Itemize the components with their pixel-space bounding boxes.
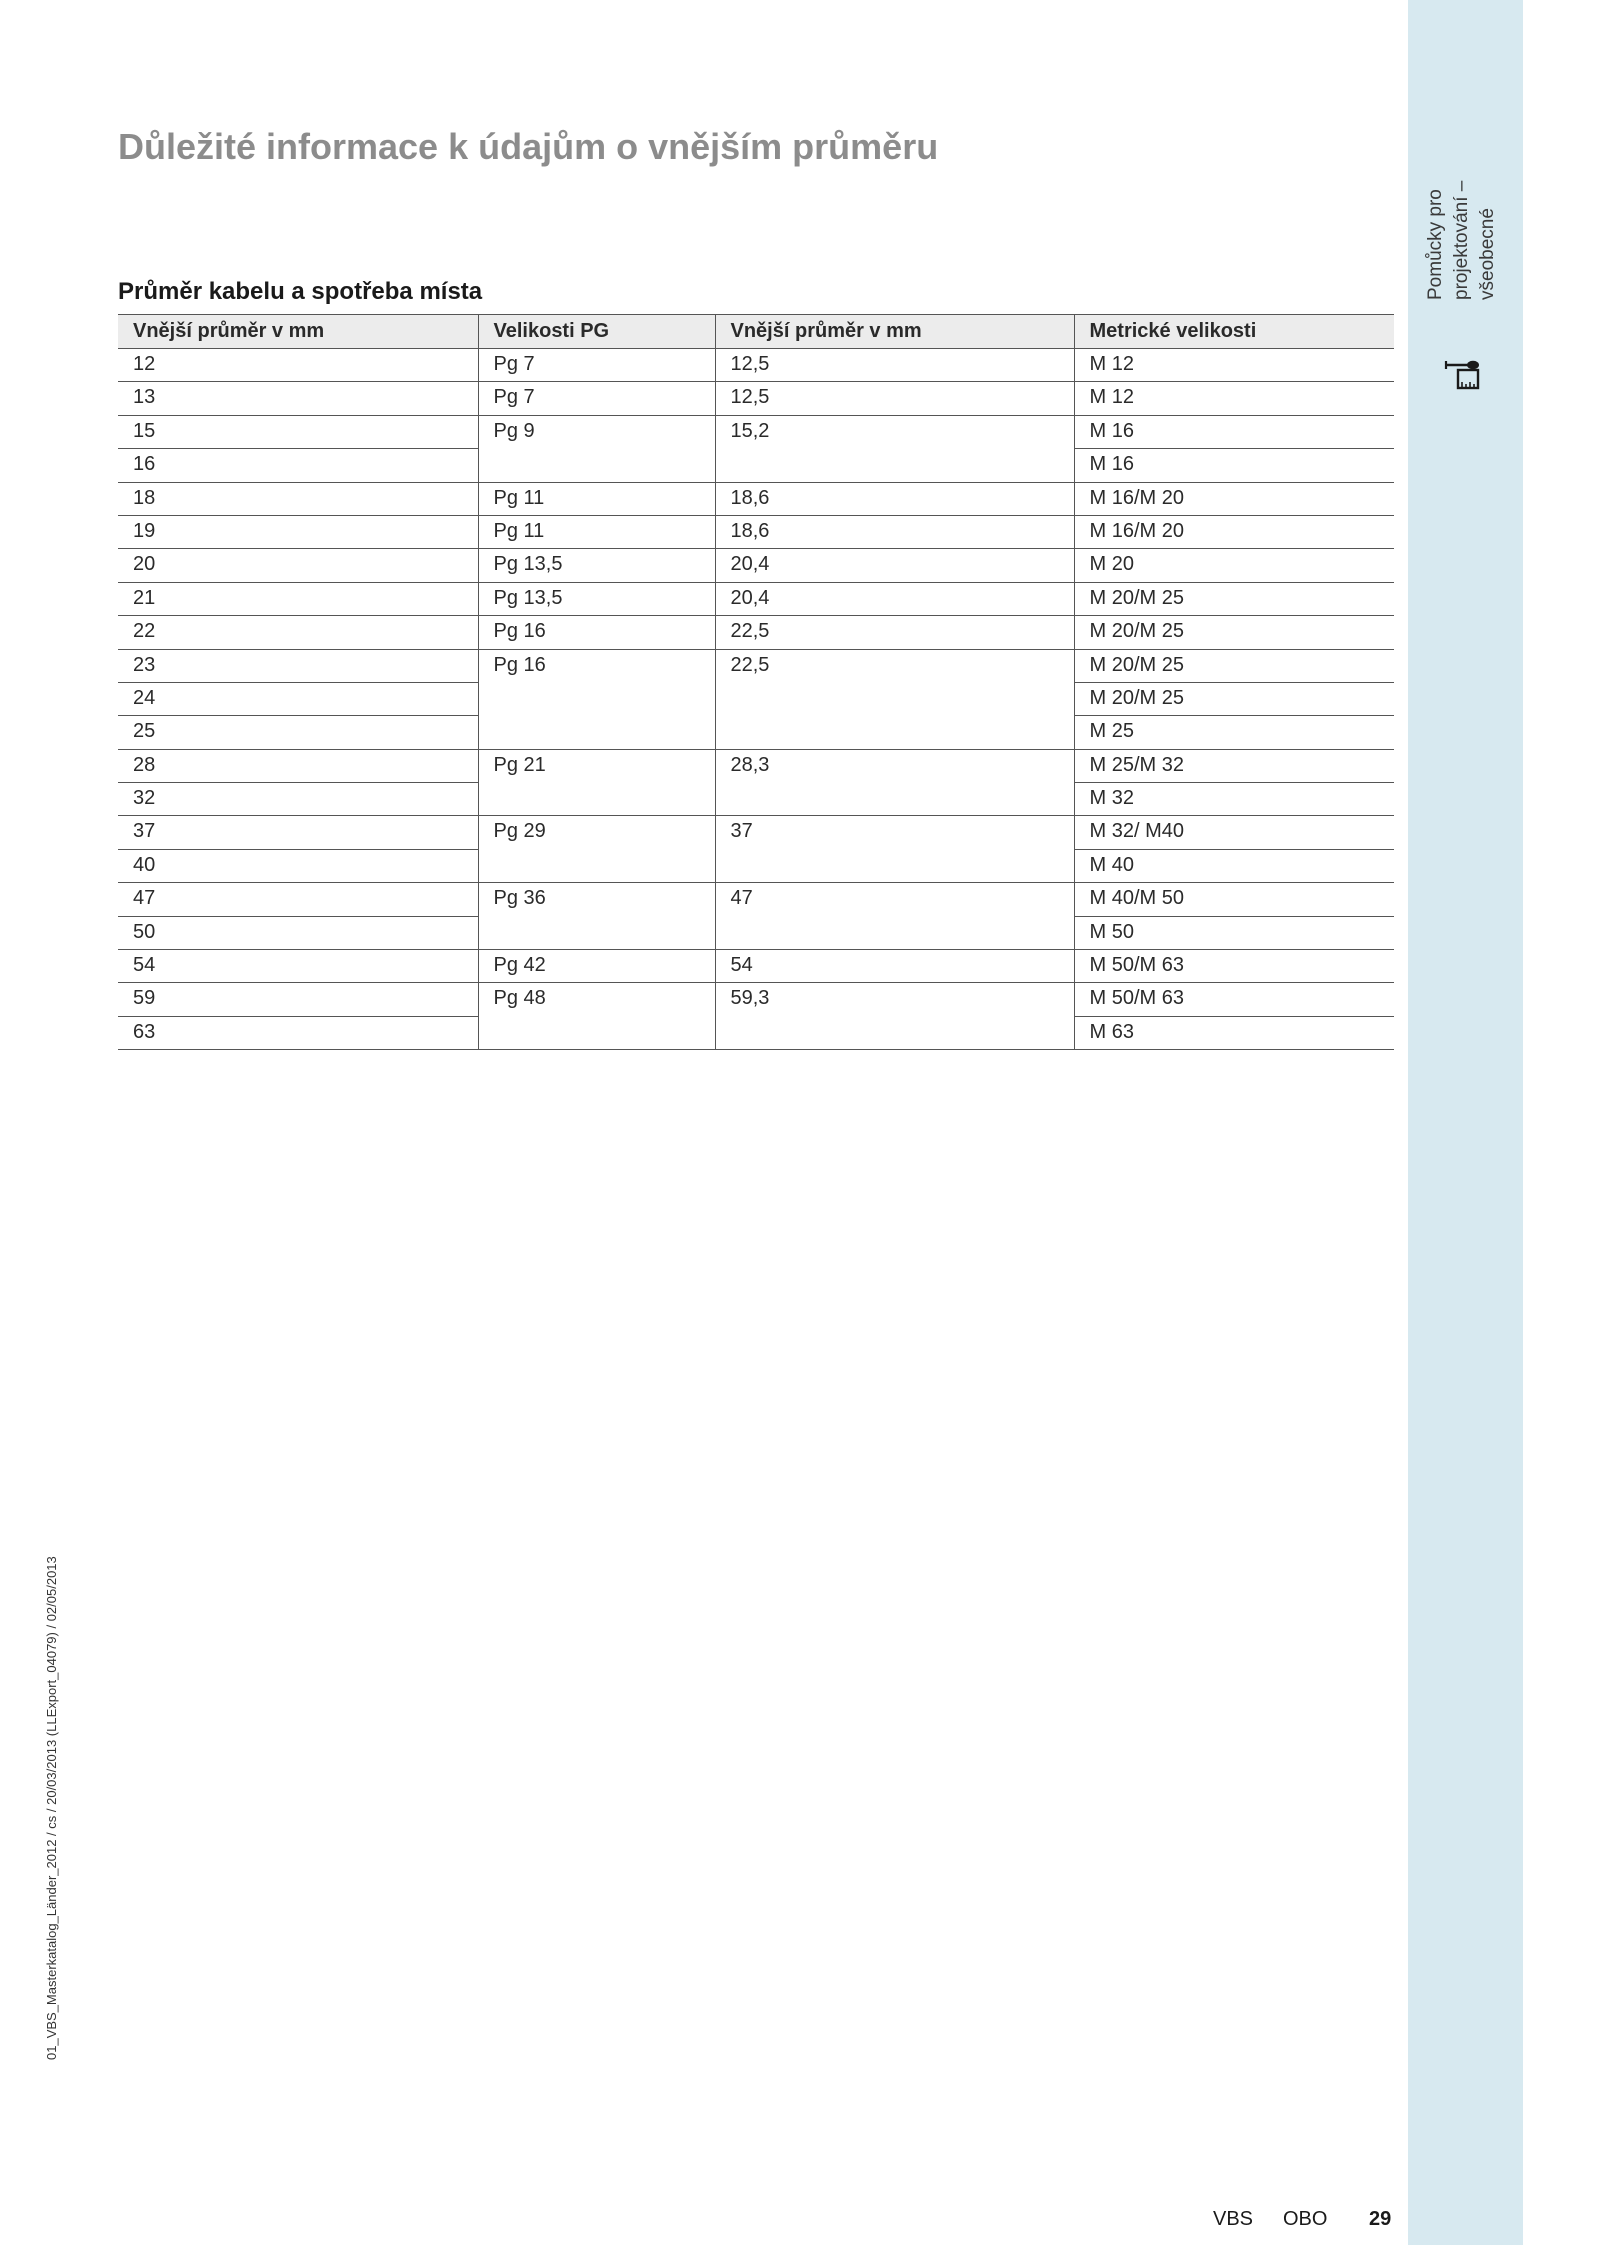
cell-pg-size: Pg 16 <box>478 649 715 749</box>
table-body <box>118 349 1394 1050</box>
cell-pg-outer-diameter: 18,6 <box>715 482 1074 515</box>
table-row <box>118 549 1394 582</box>
table-row <box>118 582 1394 615</box>
table-row <box>118 983 1394 1016</box>
cell-metric-size: M 50/M 63 <box>1074 983 1394 1016</box>
sidebar-label <box>1423 160 1513 300</box>
cell-metric-size: M 32/ M40 <box>1074 816 1394 849</box>
table-row <box>118 616 1394 649</box>
cell-pg-size: Pg 42 <box>478 950 715 983</box>
table-row <box>118 883 1394 916</box>
cell-metric-size: M 25 <box>1074 716 1394 749</box>
print-metadata: 01_VBS_Masterkatalog_Länder_2012 / cs / 20/03/2013 (LLExport_04079) / 02/05/2013 <box>44 1556 59 2060</box>
cell-pg-outer-diameter: 15,2 <box>715 415 1074 482</box>
sidebar-tab <box>1408 0 1523 2245</box>
cell-metric-size: M 63 <box>1074 1016 1394 1049</box>
cell-outer-diameter: 37 <box>118 816 478 849</box>
cell-metric-size: M 16/M 20 <box>1074 482 1394 515</box>
cell-pg-outer-diameter: 18,6 <box>715 515 1074 548</box>
cell-metric-size: M 12 <box>1074 382 1394 415</box>
cell-outer-diameter: 23 <box>118 649 478 682</box>
cell-outer-diameter: 25 <box>118 716 478 749</box>
table-row <box>118 415 1394 448</box>
cell-pg-outer-diameter: 47 <box>715 883 1074 950</box>
cell-metric-size: M 20/M 25 <box>1074 582 1394 615</box>
tools-icon <box>1442 356 1482 392</box>
cell-outer-diameter: 20 <box>118 549 478 582</box>
cell-pg-outer-diameter: 20,4 <box>715 582 1074 615</box>
cell-pg-outer-diameter: 59,3 <box>715 983 1074 1050</box>
cell-metric-size: M 50 <box>1074 916 1394 949</box>
table-row <box>118 950 1394 983</box>
sidebar-label-line: Pomůcky pro <box>1425 189 1446 300</box>
cell-pg-outer-diameter: 22,5 <box>715 649 1074 749</box>
page-number: 29 <box>1369 2208 1392 2230</box>
table-header-row <box>118 315 1394 349</box>
cell-outer-diameter: 32 <box>118 783 478 816</box>
cell-outer-diameter: 12 <box>118 349 478 382</box>
cell-outer-diameter: 50 <box>118 916 478 949</box>
cell-pg-outer-diameter: 12,5 <box>715 382 1074 415</box>
cell-outer-diameter: 59 <box>118 983 478 1016</box>
cell-metric-size: M 32 <box>1074 783 1394 816</box>
table-row <box>118 816 1394 849</box>
cell-metric-size: M 50/M 63 <box>1074 950 1394 983</box>
cell-pg-size: Pg 13,5 <box>478 549 715 582</box>
cell-metric-size: M 20/M 25 <box>1074 682 1394 715</box>
table-row <box>118 749 1394 782</box>
cell-pg-size: Pg 7 <box>478 382 715 415</box>
column-header-metric-sizes: Metrické velikosti <box>1074 315 1394 349</box>
cell-pg-size: Pg 36 <box>478 883 715 950</box>
cell-metric-size: M 20/M 25 <box>1074 649 1394 682</box>
cell-metric-size: M 16/M 20 <box>1074 515 1394 548</box>
cell-pg-outer-diameter: 20,4 <box>715 549 1074 582</box>
section-title: Průměr kabelu a spotřeba místa <box>118 278 483 305</box>
sidebar-label-line: všeobecné <box>1477 208 1498 300</box>
column-header-outer-diameter: Vnější průměr v mm <box>118 315 478 349</box>
cell-pg-outer-diameter: 28,3 <box>715 749 1074 816</box>
cell-metric-size: M 40 <box>1074 849 1394 882</box>
cell-outer-diameter: 47 <box>118 883 478 916</box>
cell-metric-size: M 20 <box>1074 549 1394 582</box>
cable-diameter-table <box>118 314 1394 1050</box>
cell-outer-diameter: 16 <box>118 449 478 482</box>
footer-section-label: VBS <box>1213 2208 1254 2230</box>
table-row <box>118 349 1394 382</box>
cell-pg-outer-diameter: 54 <box>715 950 1074 983</box>
cell-pg-size: Pg 16 <box>478 616 715 649</box>
cell-metric-size: M 16 <box>1074 449 1394 482</box>
cell-pg-size: Pg 11 <box>478 482 715 515</box>
cell-metric-size: M 20/M 25 <box>1074 616 1394 649</box>
footer-brand: OBO <box>1283 2208 1328 2230</box>
cell-pg-size: Pg 11 <box>478 515 715 548</box>
page-title: Důležité informace k údajům o vnějším průměru <box>118 126 939 167</box>
cell-metric-size: M 25/M 32 <box>1074 749 1394 782</box>
cell-pg-size: Pg 13,5 <box>478 582 715 615</box>
cell-pg-outer-diameter: 37 <box>715 816 1074 883</box>
cell-metric-size: M 12 <box>1074 349 1394 382</box>
cell-metric-size: M 16 <box>1074 415 1394 448</box>
column-header-pg-outer-diameter: Vnější průměr v mm <box>715 315 1074 349</box>
cell-pg-size: Pg 9 <box>478 415 715 482</box>
cell-outer-diameter: 19 <box>118 515 478 548</box>
cell-outer-diameter: 63 <box>118 1016 478 1049</box>
cell-outer-diameter: 28 <box>118 749 478 782</box>
cell-pg-size: Pg 21 <box>478 749 715 816</box>
cell-outer-diameter: 22 <box>118 616 478 649</box>
cell-outer-diameter: 54 <box>118 950 478 983</box>
table-row <box>118 382 1394 415</box>
cell-pg-outer-diameter: 12,5 <box>715 349 1074 382</box>
table-row <box>118 482 1394 515</box>
table-row <box>118 515 1394 548</box>
cell-pg-outer-diameter: 22,5 <box>715 616 1074 649</box>
sidebar-label-line: projektování – <box>1451 180 1472 300</box>
cell-outer-diameter: 24 <box>118 682 478 715</box>
column-header-pg-sizes: Velikosti PG <box>478 315 715 349</box>
cell-outer-diameter: 18 <box>118 482 478 515</box>
cell-outer-diameter: 13 <box>118 382 478 415</box>
cell-pg-size: Pg 29 <box>478 816 715 883</box>
cell-metric-size: M 40/M 50 <box>1074 883 1394 916</box>
cell-outer-diameter: 21 <box>118 582 478 615</box>
cell-outer-diameter: 40 <box>118 849 478 882</box>
table-row <box>118 649 1394 682</box>
cell-outer-diameter: 15 <box>118 415 478 448</box>
cell-pg-size: Pg 7 <box>478 349 715 382</box>
cell-pg-size: Pg 48 <box>478 983 715 1050</box>
